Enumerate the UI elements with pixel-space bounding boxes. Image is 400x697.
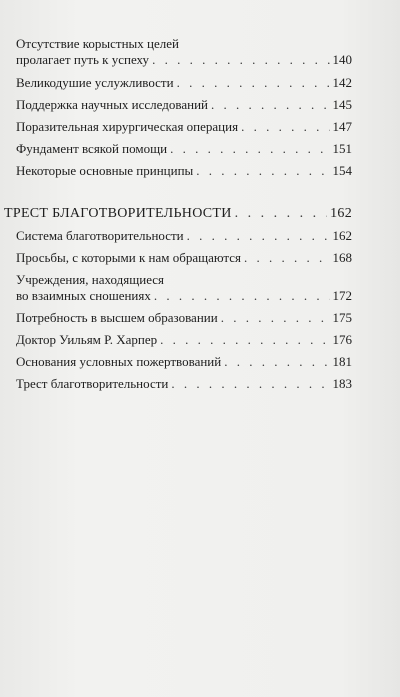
toc-entry <box>16 376 352 392</box>
toc-entry-title-line2: пролагает путь к успеху <box>16 52 150 67</box>
leader-dots <box>154 288 330 304</box>
leader-dots <box>196 163 329 179</box>
toc-page-number: 147 <box>332 119 352 134</box>
leader-dots <box>241 119 329 135</box>
leader-dots <box>187 228 330 244</box>
toc-entry-title: Трест благотворительности <box>16 376 169 391</box>
leader-dots <box>177 75 330 91</box>
leader-dots <box>170 141 329 157</box>
toc-entry-title-line2: во взаимных сношениях <box>16 288 151 303</box>
toc-entry <box>16 250 352 266</box>
toc-entry-title: Основания условных пожертвований <box>16 354 222 369</box>
toc-page-number: 145 <box>332 97 352 112</box>
toc-entry <box>16 163 352 179</box>
leader-dots <box>152 52 329 68</box>
toc-entry-title: Система благотворительности <box>16 228 184 243</box>
toc-entry-title-line1: Учреждения, находящиеся <box>16 272 165 287</box>
leader-dots <box>235 205 327 223</box>
toc-entry-title-line1: Отсутствие корыстных целей <box>16 36 179 51</box>
toc-entry <box>16 310 352 326</box>
leader-dots <box>171 376 329 392</box>
toc-section-heading <box>4 205 352 223</box>
toc-page-number: 183 <box>332 376 352 391</box>
toc-page-number: 168 <box>332 250 352 265</box>
toc-entry <box>16 119 352 135</box>
toc-entry <box>16 354 352 370</box>
toc-entry-title: Фундамент всякой помощи <box>16 141 168 156</box>
toc-page-number: 162 <box>332 228 352 243</box>
toc-entry <box>16 141 352 157</box>
toc-page-number: 176 <box>332 332 352 347</box>
leader-dots <box>224 354 329 370</box>
toc-page-number: 175 <box>332 310 352 325</box>
toc-entry <box>16 332 352 348</box>
toc-entry <box>16 75 352 91</box>
leader-dots <box>211 97 330 113</box>
toc-entry <box>16 97 352 113</box>
toc-page-number: 154 <box>332 163 352 178</box>
toc-entry-title: Поддержка научных исследований <box>16 97 208 112</box>
toc-entry <box>16 36 352 68</box>
leader-dots <box>221 310 330 326</box>
toc-page-number: 162 <box>330 206 352 221</box>
toc-entry-title: Поразительная хирургическая операция <box>16 119 239 134</box>
toc-page-number: 181 <box>332 354 352 369</box>
leader-dots <box>160 332 329 348</box>
section-title: ТРЕСТ БЛАГОТВОРИТЕЛЬНОСТИ <box>4 206 232 221</box>
toc-page-number: 142 <box>332 75 352 90</box>
leader-dots <box>244 250 329 266</box>
toc-page-number: 172 <box>332 288 352 303</box>
toc-page-number: 151 <box>332 141 352 156</box>
toc-entry-title: Доктор Уильям Р. Харпер <box>16 332 158 347</box>
toc-entry-title: Просьбы, с которыми к нам обращаются <box>16 250 242 265</box>
toc-entry <box>16 272 352 304</box>
toc-entry <box>16 228 352 244</box>
toc-page-number: 140 <box>332 52 352 67</box>
toc-entry-title: Некоторые основные принципы <box>16 163 194 178</box>
toc-entry-title: Великодушие услужливости <box>16 75 174 90</box>
toc-entry-title: Потребность в высшем образовании <box>16 310 218 325</box>
